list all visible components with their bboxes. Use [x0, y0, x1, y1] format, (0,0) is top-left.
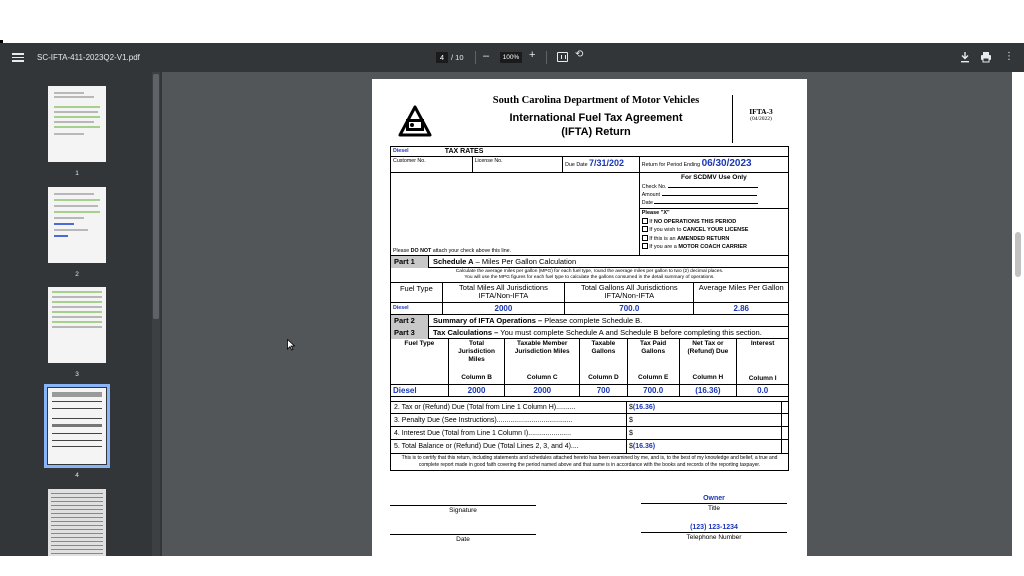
fuel-type-label: Diesel	[393, 148, 409, 154]
part3-heading	[429, 328, 762, 337]
line-2-value: (16.36)	[632, 404, 656, 411]
certification-text: This is to certify that this return, including statements and schedules attached hereto has been examined by me, and is, to the best of my knowledge and belief, a true and complete report made in good faith covering the period named above and that same is in accordance with the books and records of the reporting taxpayer.	[401, 455, 778, 468]
thumbnail-page-number: 3	[75, 371, 79, 378]
customer-no-field[interactable]: Customer No.	[391, 157, 473, 172]
tax-header-taxable-miles	[505, 339, 580, 384]
due-date-field[interactable]	[563, 157, 640, 172]
menu-icon[interactable]	[12, 51, 24, 63]
mpg-header-row	[391, 283, 788, 303]
tax-column-label: Column D	[588, 374, 619, 381]
title-label: Title	[641, 503, 787, 512]
checkbox[interactable]	[642, 235, 648, 241]
tax-column-label: Column B	[461, 374, 492, 381]
option-motor-coach[interactable]	[642, 243, 788, 252]
thumbnail-image	[48, 388, 106, 464]
tax-header-text: Taxable Gallons	[591, 340, 616, 355]
thumbnail-page-number: 2	[75, 271, 79, 278]
page-total: / 10	[451, 53, 464, 62]
pdf-toolbar	[0, 43, 1024, 72]
tax-header-text: Taxable Member Jurisdiction Miles	[514, 340, 570, 355]
agency-name: South Carolina Department of Motor Vehicles	[492, 95, 700, 106]
thumbnail-image	[48, 86, 106, 162]
sidebar-scroll-thumb[interactable]	[153, 74, 159, 319]
line-5-field[interactable]	[627, 440, 782, 453]
option-no-operations[interactable]	[642, 218, 788, 227]
line-4-field[interactable]	[627, 427, 782, 440]
option-cancel-license[interactable]	[642, 226, 788, 235]
zoom-in-button[interactable]: +	[529, 49, 536, 61]
viewer-scrollbar[interactable]	[1012, 72, 1024, 556]
mpg-average[interactable]: 2.86	[733, 304, 750, 313]
thumbnail-page-5[interactable]	[48, 489, 106, 565]
check-note-bold: DO NOT	[410, 248, 432, 254]
customer-info-row	[391, 157, 788, 173]
line-5-label: 5. Total Balance or (Refund) Due (Total Lines 2, 3, and 4)....	[391, 440, 627, 453]
scdmv-use-box	[640, 173, 788, 255]
part1-note-2: You will use the MPG figures for each fuel type to calculate the gallons consumed in the detail summary of operations.	[464, 275, 715, 280]
line-4	[391, 427, 788, 440]
check-note-prefix: Please	[393, 248, 411, 254]
option-text: If you wish to	[649, 227, 683, 233]
tax-taxable-miles[interactable]: 2000	[505, 385, 580, 396]
thumbnail-image	[48, 489, 106, 565]
tax-interest[interactable]: 0.0	[757, 386, 769, 395]
check-no-label: Check No.	[641, 184, 667, 190]
dollar-sign: $	[629, 429, 633, 437]
check-note-suffix: attach your check above this line.	[431, 248, 512, 254]
mpg-gallons[interactable]: 700.0	[565, 303, 694, 314]
return-period-value: 06/30/2023	[701, 158, 752, 169]
mpg-header-gallons: Total Gallons All Jurisdictions IFTA/Non-IFTA	[565, 283, 694, 302]
tax-header-fuel	[391, 339, 449, 384]
mpg-fuel: Diesel	[391, 303, 443, 314]
form-title-line1: International Fuel Tax Agreement	[509, 112, 683, 124]
option-text: If you are a	[649, 244, 679, 250]
zoom-out-button[interactable]: –	[483, 50, 490, 62]
return-period-field[interactable]	[640, 157, 788, 172]
tax-column-label: Column C	[526, 374, 558, 381]
date-label: Date	[641, 200, 653, 206]
please-x-label: Please "X"	[641, 210, 670, 216]
line-3-label: 3. Penalty Due (See Instructions).......................................	[391, 414, 627, 427]
toolbar-divider	[475, 51, 476, 64]
part2-heading	[429, 316, 642, 325]
part3-bar	[391, 327, 788, 339]
option-bold-text: MOTOR COACH CARRIER	[678, 244, 747, 250]
checkbox[interactable]	[642, 218, 648, 224]
rotate-icon[interactable]: ⟲	[575, 49, 584, 60]
line-2-field[interactable]	[627, 401, 782, 414]
form-body	[390, 146, 789, 471]
phone-value: (123) 123-1234	[690, 524, 738, 531]
return-period-label: Return for Period Ending	[641, 162, 701, 168]
tax-data-row	[391, 385, 788, 397]
thumbnail-page-4[interactable]	[48, 388, 106, 479]
mpg-header-average: Average Miles Per Gallon	[698, 283, 784, 292]
check-no-line	[642, 183, 788, 191]
tax-header-text: Tax Paid Gallons	[640, 340, 667, 355]
date-block[interactable]	[390, 534, 536, 543]
tax-header-text: Interest	[750, 340, 775, 347]
page-number-input[interactable]: 4	[436, 52, 448, 63]
mpg-header-miles: Total Miles All Jurisdictions IFTA/Non-IFTA	[443, 283, 565, 302]
print-icon[interactable]	[980, 51, 992, 63]
title-block[interactable]	[641, 495, 787, 512]
dollar-sign: $	[629, 416, 633, 424]
part1-title: Schedule A	[433, 257, 474, 266]
form-code: IFTA-3	[749, 107, 773, 116]
tax-header-net-tax	[680, 339, 738, 384]
tax-fuel: Diesel	[391, 385, 449, 396]
tax-net-due[interactable]: (16.36)	[680, 385, 738, 396]
option-bold-text: NO OPERATIONS THIS PERIOD	[653, 218, 737, 225]
tax-header-text: Net Tax or (Refund) Due	[687, 340, 729, 355]
thumbnail-page-number: 4	[75, 472, 79, 479]
bottom-area	[0, 556, 1024, 576]
option-bold-text: AMENDED RETURN	[677, 235, 730, 242]
tax-taxable-gallons[interactable]: 700	[580, 385, 628, 396]
form-date: (04/2022)	[750, 116, 772, 122]
zoom-input[interactable]: 100%	[500, 52, 522, 63]
part2-bar	[391, 315, 788, 327]
part1-heading	[429, 257, 576, 266]
form-header	[390, 93, 789, 146]
toolbar-divider	[546, 51, 547, 64]
options-box	[640, 208, 788, 252]
line-2	[391, 401, 788, 414]
file-name: SC-IFTA-411-2023Q2-V1.pdf	[37, 53, 140, 62]
scdmv-logo-icon	[398, 105, 432, 141]
phone-block[interactable]	[641, 524, 787, 541]
part1-instructions	[391, 268, 788, 283]
line-3	[391, 414, 788, 427]
option-text: If	[649, 218, 654, 225]
ifta-form	[390, 93, 789, 543]
mpg-miles[interactable]: 2000	[443, 303, 565, 314]
checkbox[interactable]	[642, 243, 648, 249]
tax-column-label: Column E	[638, 374, 669, 381]
part1-label: Part 1	[391, 256, 429, 268]
thumbnail-page-number: 1	[75, 170, 79, 177]
tax-column-label: Column H	[692, 374, 724, 381]
form-code-box	[732, 95, 789, 143]
date-label: Date	[390, 534, 536, 543]
part1-subtitle: – Miles Per Gallon Calculation	[473, 257, 577, 266]
signature-label: Signature	[390, 505, 536, 514]
phone-label: Telephone Number	[641, 532, 787, 541]
checkbox[interactable]	[642, 226, 648, 232]
thumbnail-image	[48, 187, 106, 263]
sidebar-scrollbar[interactable]	[152, 72, 160, 556]
option-bold-text: CANCEL YOUR LICENSE	[682, 227, 749, 233]
amount-label: Amount	[641, 192, 661, 198]
amount-line	[642, 191, 788, 199]
tax-header-total-miles	[449, 339, 506, 384]
dollar-sign: $	[629, 404, 633, 411]
tax-rates-heading: TAX RATES	[444, 148, 484, 155]
signature-block[interactable]	[390, 505, 536, 514]
part2-subtitle: Please complete Schedule B.	[542, 316, 643, 325]
part2-label: Part 2	[391, 315, 429, 327]
check-note	[393, 248, 511, 254]
thumbnail-sidebar	[0, 72, 162, 556]
due-date-label: Due Date	[565, 162, 588, 168]
document-viewer[interactable]	[162, 72, 1012, 556]
title-value: Owner	[703, 495, 725, 502]
mouse-cursor-icon	[287, 339, 295, 351]
fit-to-page-icon[interactable]	[557, 52, 568, 62]
line-2-label: 2. Tax or (Refund) Due (Total from Line 1 Column H)..........	[391, 401, 627, 414]
office-use-row	[391, 173, 788, 256]
tax-paid-gallons[interactable]: 700.0	[628, 385, 680, 396]
mpg-header-fuel: Fuel Type	[391, 283, 443, 302]
thumbnail-page-1[interactable]	[48, 86, 106, 177]
pdf-page	[372, 79, 807, 556]
thumbnail-page-3[interactable]	[48, 287, 106, 378]
tax-header-taxable-gallons	[580, 339, 628, 384]
browser-top-area	[0, 0, 1024, 43]
part1-note-1: Calculate the average miles per gallon (MPG) for each fuel type, round the average miles per gallon to two (2) decimal places.	[455, 269, 724, 274]
tax-header-row	[391, 339, 788, 385]
line-3-field[interactable]	[627, 414, 782, 427]
tax-total-miles[interactable]: 2000	[449, 385, 506, 396]
part3-subtitle: You must complete Schedule A and Schedule B before completing this section.	[498, 328, 762, 337]
tax-rates-row	[391, 147, 788, 157]
license-no-field[interactable]: License No.	[473, 157, 564, 172]
option-text: If this is an	[649, 235, 678, 242]
thumbnail-image	[48, 287, 106, 363]
mpg-data-row	[391, 303, 788, 315]
part2-title: Summary of IFTA Operations –	[433, 316, 543, 325]
viewer-scroll-thumb[interactable]	[1015, 232, 1021, 277]
line-5	[391, 440, 788, 453]
part3-label: Part 3	[391, 327, 429, 339]
tax-column-label: Column I	[748, 375, 777, 382]
option-amended-return[interactable]	[642, 235, 788, 244]
line-4-label: 4. Interest Due (Total from Line 1 Column I)......................	[391, 427, 627, 440]
form-title	[476, 111, 716, 139]
due-date-value: 7/31/202	[589, 158, 625, 168]
line-5-value: (16.36)	[632, 443, 656, 450]
dollar-sign: $	[629, 443, 633, 450]
scdmv-use-heading: For SCDMV Use Only	[681, 174, 747, 181]
tax-header-interest	[737, 339, 788, 384]
office-fields	[640, 183, 788, 207]
tax-header-tax-paid	[628, 339, 680, 384]
date-line	[642, 199, 788, 207]
tax-header-text: Total Jurisdiction Miles	[458, 340, 495, 363]
part1-bar	[391, 256, 788, 268]
form-title-line2: (IFTA) Return	[561, 126, 631, 138]
download-icon[interactable]	[960, 51, 970, 63]
thumbnail-page-2[interactable]	[48, 187, 106, 278]
totals-section	[391, 397, 788, 454]
tax-header-text: Fuel Type	[404, 340, 435, 347]
check-area	[391, 173, 640, 255]
more-options-icon[interactable]: ⋮	[1004, 51, 1014, 62]
part3-title: Tax Calculations –	[433, 328, 499, 337]
